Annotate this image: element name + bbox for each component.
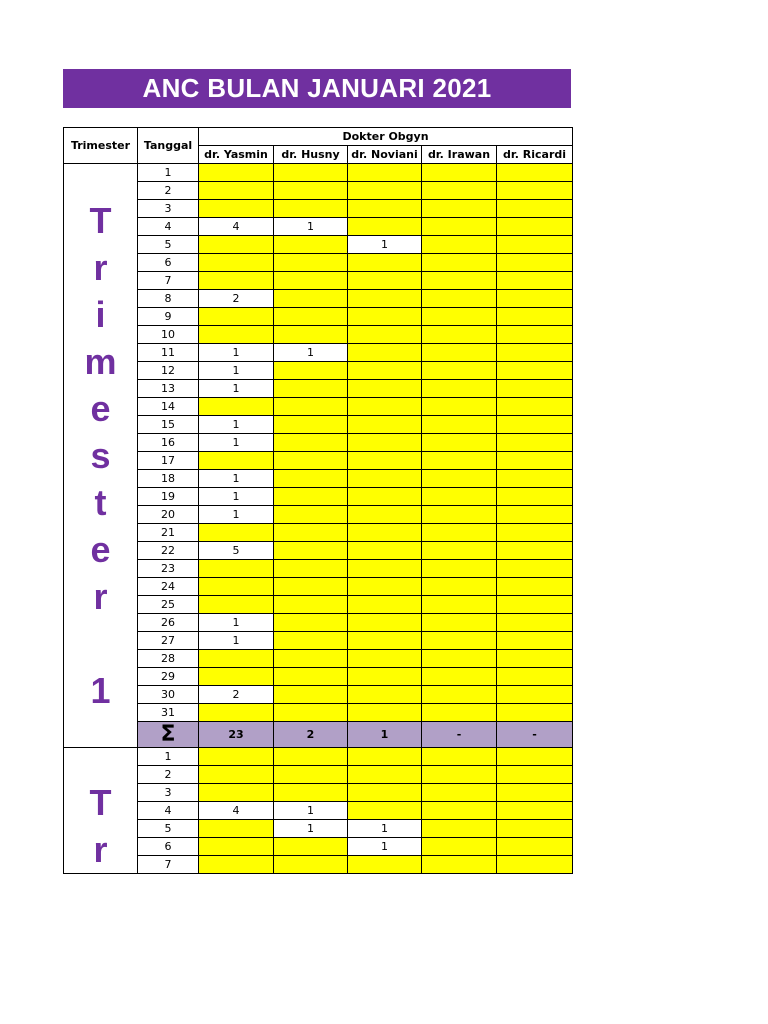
count-cell[interactable]: 1: [199, 344, 274, 362]
count-cell[interactable]: [348, 182, 422, 200]
table-row: [64, 416, 573, 434]
count-cell[interactable]: [348, 254, 422, 272]
count-cell[interactable]: [422, 748, 497, 766]
table-row: [64, 784, 573, 802]
count-cell[interactable]: [422, 362, 497, 380]
count-cell[interactable]: [497, 560, 573, 578]
count-cell[interactable]: [497, 632, 573, 650]
count-cell[interactable]: [348, 308, 422, 326]
date-cell: 11: [138, 344, 199, 362]
count-cell[interactable]: [274, 452, 348, 470]
count-cell[interactable]: [199, 596, 274, 614]
count-cell[interactable]: 5: [199, 542, 274, 560]
count-cell[interactable]: [274, 236, 348, 254]
count-cell[interactable]: 1: [199, 632, 274, 650]
count-cell[interactable]: [274, 704, 348, 722]
date-cell: 22: [138, 542, 199, 560]
count-cell[interactable]: [497, 802, 573, 820]
count-cell[interactable]: [274, 668, 348, 686]
table-row: [64, 578, 573, 596]
header-trimester: Trimester: [64, 128, 138, 164]
date-cell: 6: [138, 838, 199, 856]
date-cell: 12: [138, 362, 199, 380]
count-cell[interactable]: 1: [199, 470, 274, 488]
date-cell: 3: [138, 784, 199, 802]
date-cell: 20: [138, 506, 199, 524]
count-cell[interactable]: [497, 344, 573, 362]
count-cell[interactable]: [497, 578, 573, 596]
total-cell: 1: [348, 722, 422, 748]
count-cell[interactable]: [274, 578, 348, 596]
date-cell: 6: [138, 254, 199, 272]
count-cell[interactable]: [348, 596, 422, 614]
date-cell: 23: [138, 560, 199, 578]
table-row: [64, 668, 573, 686]
total-cell: -: [497, 722, 573, 748]
date-cell: 2: [138, 182, 199, 200]
count-cell[interactable]: [348, 200, 422, 218]
count-cell[interactable]: [422, 838, 497, 856]
count-cell[interactable]: [497, 470, 573, 488]
count-cell[interactable]: [274, 650, 348, 668]
count-cell[interactable]: [274, 416, 348, 434]
count-cell[interactable]: [422, 182, 497, 200]
count-cell[interactable]: 4: [199, 218, 274, 236]
count-cell[interactable]: [274, 164, 348, 182]
table-row: [64, 218, 573, 236]
count-cell[interactable]: [199, 164, 274, 182]
table-row: [64, 614, 573, 632]
sheet-title: ANC BULAN JANUARI 2021: [63, 69, 571, 108]
table-row: [64, 856, 573, 874]
count-cell[interactable]: 1: [274, 820, 348, 838]
count-cell[interactable]: [422, 290, 497, 308]
date-cell: 2: [138, 766, 199, 784]
count-cell[interactable]: 1: [348, 838, 422, 856]
table-row: [64, 838, 573, 856]
count-cell[interactable]: [497, 506, 573, 524]
count-cell[interactable]: [422, 380, 497, 398]
count-cell[interactable]: [497, 856, 573, 874]
count-cell[interactable]: [497, 362, 573, 380]
count-cell[interactable]: [497, 784, 573, 802]
count-cell[interactable]: [348, 218, 422, 236]
trimester-letter: [64, 620, 137, 667]
count-cell[interactable]: [199, 254, 274, 272]
table-row: [64, 542, 573, 560]
count-cell[interactable]: [497, 326, 573, 344]
count-cell[interactable]: [348, 748, 422, 766]
count-cell[interactable]: [422, 784, 497, 802]
count-cell[interactable]: [348, 488, 422, 506]
count-cell[interactable]: [199, 704, 274, 722]
trimester-label: [64, 748, 138, 874]
count-cell[interactable]: [497, 164, 573, 182]
count-cell[interactable]: [274, 380, 348, 398]
page-bottom-margin: [0, 942, 768, 1024]
count-cell[interactable]: [348, 560, 422, 578]
count-cell[interactable]: [199, 650, 274, 668]
trimester-letter: 1: [90, 670, 111, 711]
count-cell[interactable]: [422, 398, 497, 416]
count-cell[interactable]: [348, 434, 422, 452]
table-row: [64, 488, 573, 506]
count-cell[interactable]: [348, 578, 422, 596]
count-cell[interactable]: [274, 560, 348, 578]
count-cell[interactable]: [274, 766, 348, 784]
table-row: [64, 398, 573, 416]
count-cell[interactable]: [274, 524, 348, 542]
count-cell[interactable]: [199, 578, 274, 596]
count-cell[interactable]: [422, 820, 497, 838]
count-cell[interactable]: [497, 748, 573, 766]
count-cell[interactable]: [199, 856, 274, 874]
count-cell[interactable]: [348, 470, 422, 488]
count-cell[interactable]: [348, 856, 422, 874]
trimester-letter: e: [90, 529, 111, 570]
count-cell[interactable]: [199, 272, 274, 290]
count-cell[interactable]: [274, 686, 348, 704]
trimester-letter: s: [90, 435, 111, 476]
count-cell[interactable]: [348, 704, 422, 722]
count-cell[interactable]: [199, 838, 274, 856]
date-cell: 21: [138, 524, 199, 542]
date-cell: 29: [138, 668, 199, 686]
count-cell[interactable]: [422, 200, 497, 218]
count-cell[interactable]: 1: [274, 218, 348, 236]
count-cell[interactable]: [497, 182, 573, 200]
table-row: [64, 766, 573, 784]
date-cell: 27: [138, 632, 199, 650]
table-row: [64, 182, 573, 200]
count-cell[interactable]: [274, 542, 348, 560]
date-cell: 4: [138, 802, 199, 820]
count-cell[interactable]: [274, 254, 348, 272]
count-cell[interactable]: [348, 542, 422, 560]
table-row: [64, 380, 573, 398]
table-row: [64, 254, 573, 272]
count-cell[interactable]: [497, 668, 573, 686]
count-cell[interactable]: [274, 398, 348, 416]
trimester-letter: i: [95, 294, 106, 335]
count-cell[interactable]: [422, 236, 497, 254]
date-cell: 5: [138, 820, 199, 838]
table-row: [64, 560, 573, 578]
count-cell[interactable]: [348, 802, 422, 820]
count-cell[interactable]: [422, 596, 497, 614]
date-cell: 8: [138, 290, 199, 308]
count-cell[interactable]: [497, 596, 573, 614]
count-cell[interactable]: 1: [274, 802, 348, 820]
header-tanggal: Tanggal: [138, 128, 199, 164]
count-cell[interactable]: [199, 524, 274, 542]
count-cell[interactable]: [274, 200, 348, 218]
header-doctor: dr. Yasmin: [199, 146, 274, 164]
count-cell[interactable]: [348, 398, 422, 416]
count-cell[interactable]: [348, 686, 422, 704]
table-row: [64, 632, 573, 650]
date-cell: 1: [138, 164, 199, 182]
trimester-letter: r: [93, 576, 108, 617]
count-cell[interactable]: [422, 452, 497, 470]
trimester-letter: T: [89, 782, 112, 823]
count-cell[interactable]: [497, 398, 573, 416]
count-cell[interactable]: [422, 164, 497, 182]
date-cell: 30: [138, 686, 199, 704]
count-cell[interactable]: [497, 416, 573, 434]
count-cell[interactable]: [422, 326, 497, 344]
count-cell[interactable]: [422, 344, 497, 362]
anc-table: [63, 127, 573, 874]
date-cell: 9: [138, 308, 199, 326]
count-cell[interactable]: [497, 236, 573, 254]
count-cell[interactable]: [422, 578, 497, 596]
count-cell[interactable]: [497, 308, 573, 326]
count-cell[interactable]: [422, 488, 497, 506]
count-cell[interactable]: [274, 326, 348, 344]
count-cell[interactable]: [274, 506, 348, 524]
date-cell: 18: [138, 470, 199, 488]
count-cell[interactable]: [199, 308, 274, 326]
date-cell: 14: [138, 398, 199, 416]
table-row: [64, 434, 573, 452]
table-row: [64, 470, 573, 488]
table-row: [64, 748, 573, 766]
count-cell[interactable]: [422, 542, 497, 560]
count-cell[interactable]: 1: [199, 362, 274, 380]
count-cell[interactable]: [422, 470, 497, 488]
count-cell[interactable]: [199, 200, 274, 218]
count-cell[interactable]: [274, 748, 348, 766]
header-doctor: dr. Husny: [274, 146, 348, 164]
count-cell[interactable]: [497, 200, 573, 218]
date-cell: 26: [138, 614, 199, 632]
count-cell[interactable]: [497, 542, 573, 560]
table-row: [64, 820, 573, 838]
table-row: [64, 650, 573, 668]
date-cell: 1: [138, 748, 199, 766]
count-cell[interactable]: [199, 784, 274, 802]
date-cell: 28: [138, 650, 199, 668]
count-cell[interactable]: [199, 748, 274, 766]
table-row: [64, 344, 573, 362]
table-row: [64, 506, 573, 524]
date-cell: 4: [138, 218, 199, 236]
trimester-label: [64, 164, 138, 748]
count-cell[interactable]: [422, 416, 497, 434]
count-cell[interactable]: 1: [348, 820, 422, 838]
count-cell[interactable]: [422, 650, 497, 668]
count-cell[interactable]: [497, 820, 573, 838]
count-cell[interactable]: [497, 290, 573, 308]
table-row: [64, 524, 573, 542]
date-cell: 25: [138, 596, 199, 614]
count-cell[interactable]: [199, 820, 274, 838]
count-cell[interactable]: [348, 784, 422, 802]
trimester-letter: r: [93, 829, 108, 870]
date-cell: 5: [138, 236, 199, 254]
table-row: [64, 704, 573, 722]
table-row: [64, 596, 573, 614]
count-cell[interactable]: [199, 182, 274, 200]
count-cell[interactable]: [199, 560, 274, 578]
count-cell[interactable]: [497, 766, 573, 784]
count-cell[interactable]: [348, 380, 422, 398]
count-cell[interactable]: [348, 668, 422, 686]
count-cell[interactable]: [348, 650, 422, 668]
count-cell[interactable]: [422, 524, 497, 542]
count-cell[interactable]: [422, 218, 497, 236]
total-cell: -: [422, 722, 497, 748]
count-cell[interactable]: [274, 596, 348, 614]
count-cell[interactable]: [422, 766, 497, 784]
count-cell[interactable]: 4: [199, 802, 274, 820]
count-cell[interactable]: [274, 632, 348, 650]
date-cell: 17: [138, 452, 199, 470]
header-dokter-obgyn: Dokter Obgyn: [199, 128, 573, 146]
count-cell[interactable]: [422, 802, 497, 820]
count-cell[interactable]: [199, 452, 274, 470]
count-cell[interactable]: [274, 308, 348, 326]
count-cell[interactable]: 1: [199, 380, 274, 398]
count-cell[interactable]: [348, 614, 422, 632]
date-cell: 24: [138, 578, 199, 596]
count-cell[interactable]: [348, 326, 422, 344]
count-cell[interactable]: 1: [199, 488, 274, 506]
count-cell[interactable]: [422, 686, 497, 704]
date-cell: 3: [138, 200, 199, 218]
count-cell[interactable]: 1: [199, 434, 274, 452]
count-cell[interactable]: [199, 236, 274, 254]
header-doctor: dr. Ricardi: [497, 146, 573, 164]
count-cell[interactable]: [274, 290, 348, 308]
date-cell: 19: [138, 488, 199, 506]
count-cell[interactable]: [274, 488, 348, 506]
count-cell[interactable]: [348, 452, 422, 470]
count-cell[interactable]: [274, 434, 348, 452]
count-cell[interactable]: [422, 704, 497, 722]
count-cell[interactable]: [274, 272, 348, 290]
count-cell[interactable]: [348, 272, 422, 290]
count-cell[interactable]: [274, 470, 348, 488]
trimester-letter: e: [90, 388, 111, 429]
count-cell[interactable]: [274, 838, 348, 856]
count-cell[interactable]: 1: [274, 344, 348, 362]
date-cell: 13: [138, 380, 199, 398]
date-cell: 10: [138, 326, 199, 344]
count-cell[interactable]: [274, 856, 348, 874]
count-cell[interactable]: [497, 218, 573, 236]
count-cell[interactable]: [348, 416, 422, 434]
count-cell[interactable]: [497, 488, 573, 506]
table-row: [64, 308, 573, 326]
count-cell[interactable]: [422, 632, 497, 650]
count-cell[interactable]: [422, 308, 497, 326]
count-cell[interactable]: [348, 632, 422, 650]
total-cell: 23: [199, 722, 274, 748]
count-cell[interactable]: [422, 434, 497, 452]
count-cell[interactable]: [199, 326, 274, 344]
table-row: [64, 686, 573, 704]
table-row: [64, 272, 573, 290]
count-cell[interactable]: [497, 452, 573, 470]
count-cell[interactable]: 2: [199, 290, 274, 308]
date-cell: 7: [138, 856, 199, 874]
count-cell[interactable]: [422, 506, 497, 524]
date-cell: 31: [138, 704, 199, 722]
sigma-symbol: Σ: [138, 722, 199, 748]
count-cell[interactable]: 1: [199, 614, 274, 632]
count-cell[interactable]: [497, 838, 573, 856]
count-cell[interactable]: 1: [348, 236, 422, 254]
count-cell[interactable]: [422, 272, 497, 290]
count-cell[interactable]: [497, 254, 573, 272]
count-cell[interactable]: 1: [199, 416, 274, 434]
count-cell[interactable]: [497, 434, 573, 452]
date-cell: 16: [138, 434, 199, 452]
count-cell[interactable]: [497, 272, 573, 290]
table-row: [64, 362, 573, 380]
count-cell[interactable]: [348, 164, 422, 182]
count-cell[interactable]: [422, 560, 497, 578]
count-cell[interactable]: 2: [199, 686, 274, 704]
count-cell[interactable]: [422, 614, 497, 632]
count-cell[interactable]: [199, 668, 274, 686]
count-cell[interactable]: [497, 614, 573, 632]
table-row: [64, 164, 573, 182]
count-cell[interactable]: [497, 380, 573, 398]
total-cell: 2: [274, 722, 348, 748]
count-cell[interactable]: [497, 524, 573, 542]
total-row: [64, 722, 573, 748]
trimester-letter: t: [94, 482, 107, 523]
count-cell[interactable]: [348, 506, 422, 524]
trimester-letter: m: [84, 341, 117, 382]
table-row: [64, 802, 573, 820]
count-cell[interactable]: [274, 614, 348, 632]
count-cell[interactable]: [274, 784, 348, 802]
count-cell[interactable]: [199, 398, 274, 416]
count-cell[interactable]: [497, 704, 573, 722]
count-cell[interactable]: [348, 344, 422, 362]
table-row: [64, 452, 573, 470]
date-cell: 15: [138, 416, 199, 434]
header-doctor: dr. Noviani: [348, 146, 422, 164]
count-cell[interactable]: 1: [199, 506, 274, 524]
count-cell[interactable]: [274, 182, 348, 200]
trimester-letter: r: [93, 247, 108, 288]
count-cell[interactable]: [422, 668, 497, 686]
count-cell[interactable]: [497, 686, 573, 704]
count-cell[interactable]: [348, 766, 422, 784]
date-cell: 7: [138, 272, 199, 290]
count-cell[interactable]: [199, 766, 274, 784]
count-cell[interactable]: [422, 254, 497, 272]
count-cell[interactable]: [348, 362, 422, 380]
header-doctor: dr. Irawan: [422, 146, 497, 164]
trimester-letter: T: [89, 200, 112, 241]
table-row: [64, 326, 573, 344]
count-cell[interactable]: [348, 524, 422, 542]
count-cell[interactable]: [348, 290, 422, 308]
table-row: [64, 200, 573, 218]
count-cell[interactable]: [497, 650, 573, 668]
table-row: [64, 236, 573, 254]
table-row: [64, 290, 573, 308]
count-cell[interactable]: [422, 856, 497, 874]
count-cell[interactable]: [274, 362, 348, 380]
